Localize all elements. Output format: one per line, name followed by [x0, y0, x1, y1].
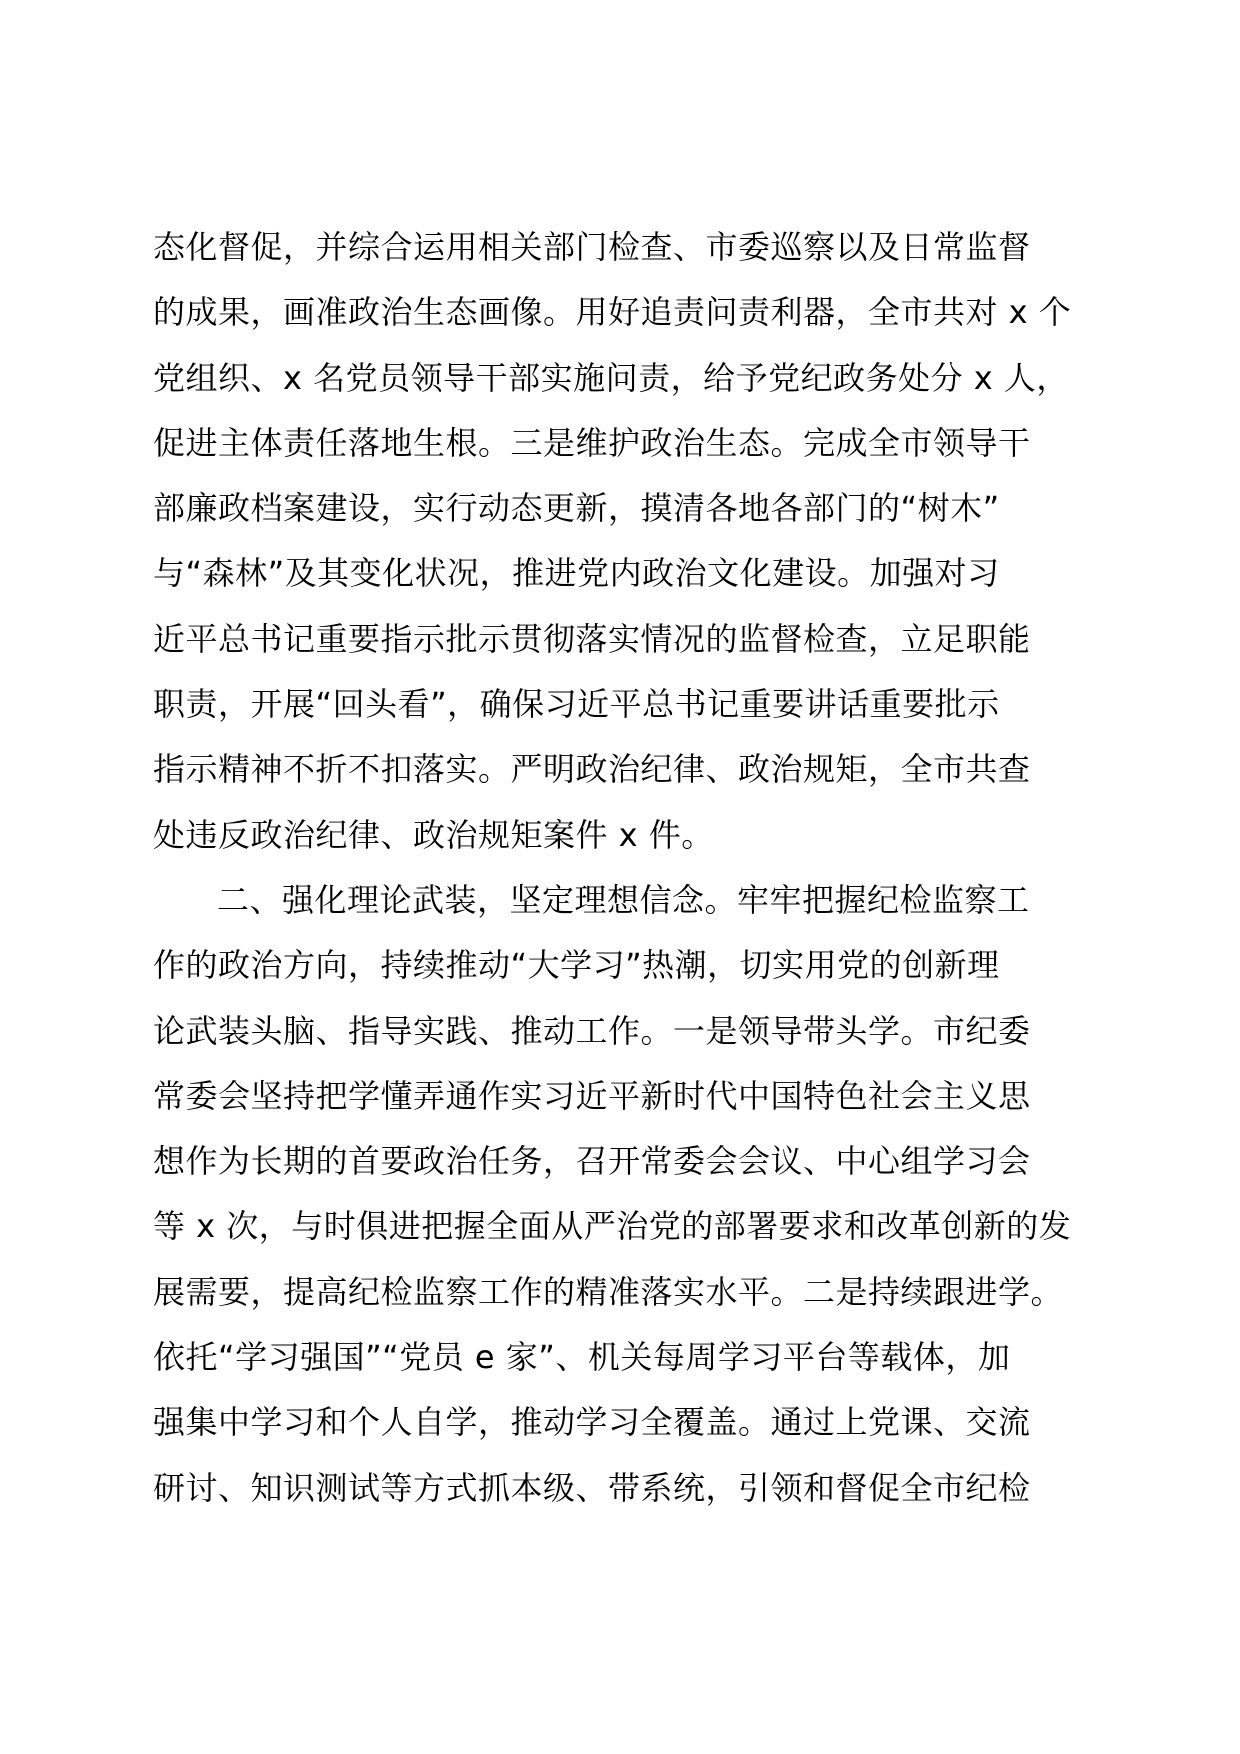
text-line: 部廉政档案建设，实行动态更新，摸清各地各部门的“树木”	[153, 489, 1000, 528]
text-line: 等 x 次，与时俱进把握全面从严治党的部署要求和改革创新的发	[153, 1207, 1072, 1246]
text-line: 党组织、x 名党员领导干部实施问责，给予党纪政务处分 x 人，	[153, 358, 1069, 397]
section-heading-line: 二、强化理论武装，坚定理想信念。牢牢把握纪检监察工	[217, 880, 1030, 919]
text-line: 近平总书记重要指示批示贯彻落实情况的监督检查，立足职能	[153, 619, 1031, 658]
text-line: 强集中学习和个人自学，推动学习全覆盖。通过上党课、交流	[153, 1403, 1031, 1442]
text-line: 作的政治方向，持续推动“大学习”热潮，切实用党的创新理	[153, 946, 1000, 985]
text-line: 与“森林”及其变化状况，推进党内政治文化建设。加强对习	[153, 554, 1000, 593]
text-line: 态化督促，并综合运用相关部门检查、市委巡察以及日常监督	[153, 228, 1031, 266]
text-line: 处违反政治纪律、政治规矩案件 x 件。	[153, 815, 714, 854]
text-line: 想作为长期的首要政治任务，召开常委会会议、中心组学习会	[153, 1142, 1031, 1181]
text-line: 职责，开展“回头看”，确保习近平总书记重要讲话重要批示	[153, 685, 1000, 724]
body-text	[153, 215, 1093, 1521]
text-line: 研讨、知识测试等方式抓本级、带系统，引领和督促全市纪检	[153, 1468, 1031, 1507]
text-line: 指示精神不折不扣落实。严明政治纪律、政治规矩，全市共查	[153, 750, 1031, 789]
text-line: 依托“学习强国”“党员 e 家”、机关每周学习平台等载体，加	[153, 1338, 1011, 1377]
text-line: 展需要，提高纪检监察工作的精准落实水平。二是持续跟进学。	[153, 1272, 1064, 1311]
text-line: 促进主体责任落地生根。三是维护政治生态。完成全市领导干	[153, 423, 1031, 462]
text-line: 的成果，画准政治生态画像。用好追责问责利器，全市共对 x 个	[153, 293, 1072, 332]
text-line: 论武装头脑、指导实践、推动工作。一是领导带头学。市纪委	[153, 1011, 1031, 1050]
text-line: 常委会坚持把学懂弄通作实习近平新时代中国特色社会主义思	[153, 1076, 1031, 1115]
